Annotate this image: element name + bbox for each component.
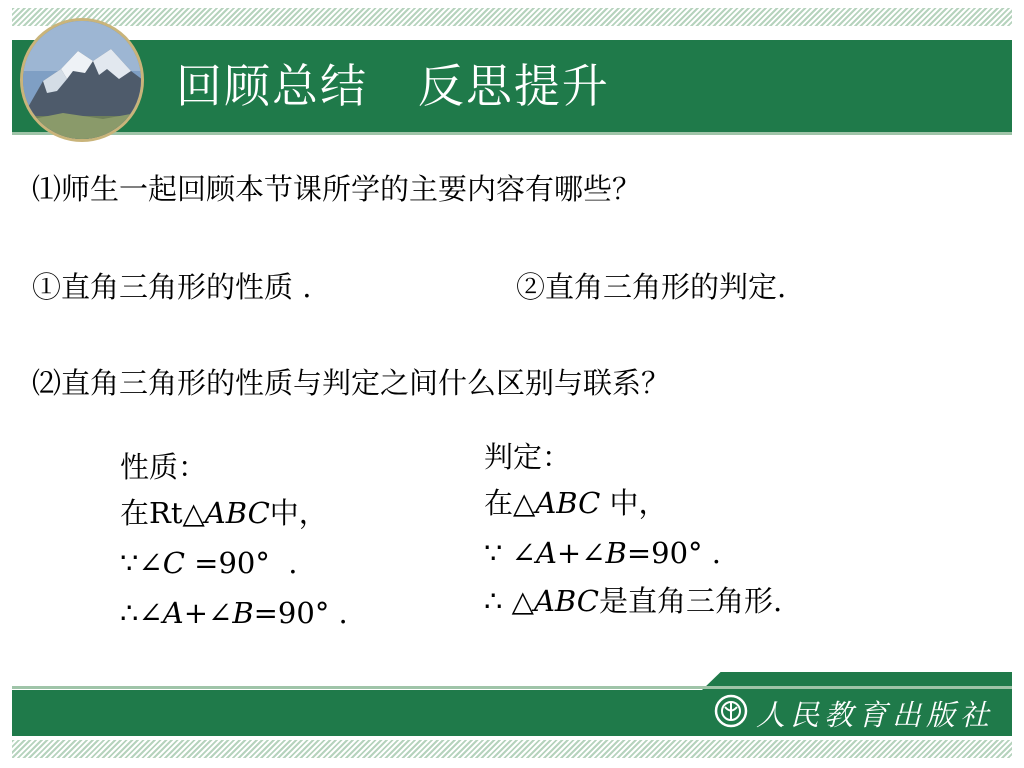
judgment-line-1: 在△ABC 中， bbox=[484, 486, 668, 520]
header-divider bbox=[12, 132, 1012, 135]
bottom-decorative-stripe bbox=[12, 740, 1012, 758]
mountain-photo-icon bbox=[20, 18, 144, 142]
summary-item-2: ②直角三角形的判定. bbox=[516, 270, 787, 304]
property-line-2: ∵∠C =90° . bbox=[120, 546, 298, 580]
footer-divider bbox=[12, 686, 1012, 689]
judgment-title: 判定： bbox=[484, 440, 572, 474]
judgment-line-2: ∵ ∠A+∠B=90° . bbox=[484, 536, 721, 570]
publisher-name: 人民教育出版社 bbox=[755, 697, 994, 732]
property-title: 性质： bbox=[120, 450, 208, 484]
property-line-1: 在Rt△ABC中， bbox=[120, 496, 328, 530]
question-1: ⑴师生一起回顾本节课所学的主要内容有哪些？ bbox=[32, 172, 642, 206]
property-line-3: ∴∠A+∠B=90° . bbox=[120, 596, 348, 630]
summary-item-1: ①直角三角形的性质 . bbox=[32, 270, 312, 304]
question-2: ⑵直角三角形的性质与判定之间什么区别与联系？ bbox=[32, 366, 671, 400]
publisher-logo-icon bbox=[714, 694, 748, 732]
judgment-line-3: ∴ △ABC是直角三角形. bbox=[484, 584, 783, 618]
publisher-mark bbox=[714, 692, 994, 734]
slide-title: 回顾总结 反思提升 bbox=[176, 59, 610, 113]
top-decorative-stripe bbox=[12, 8, 1012, 26]
